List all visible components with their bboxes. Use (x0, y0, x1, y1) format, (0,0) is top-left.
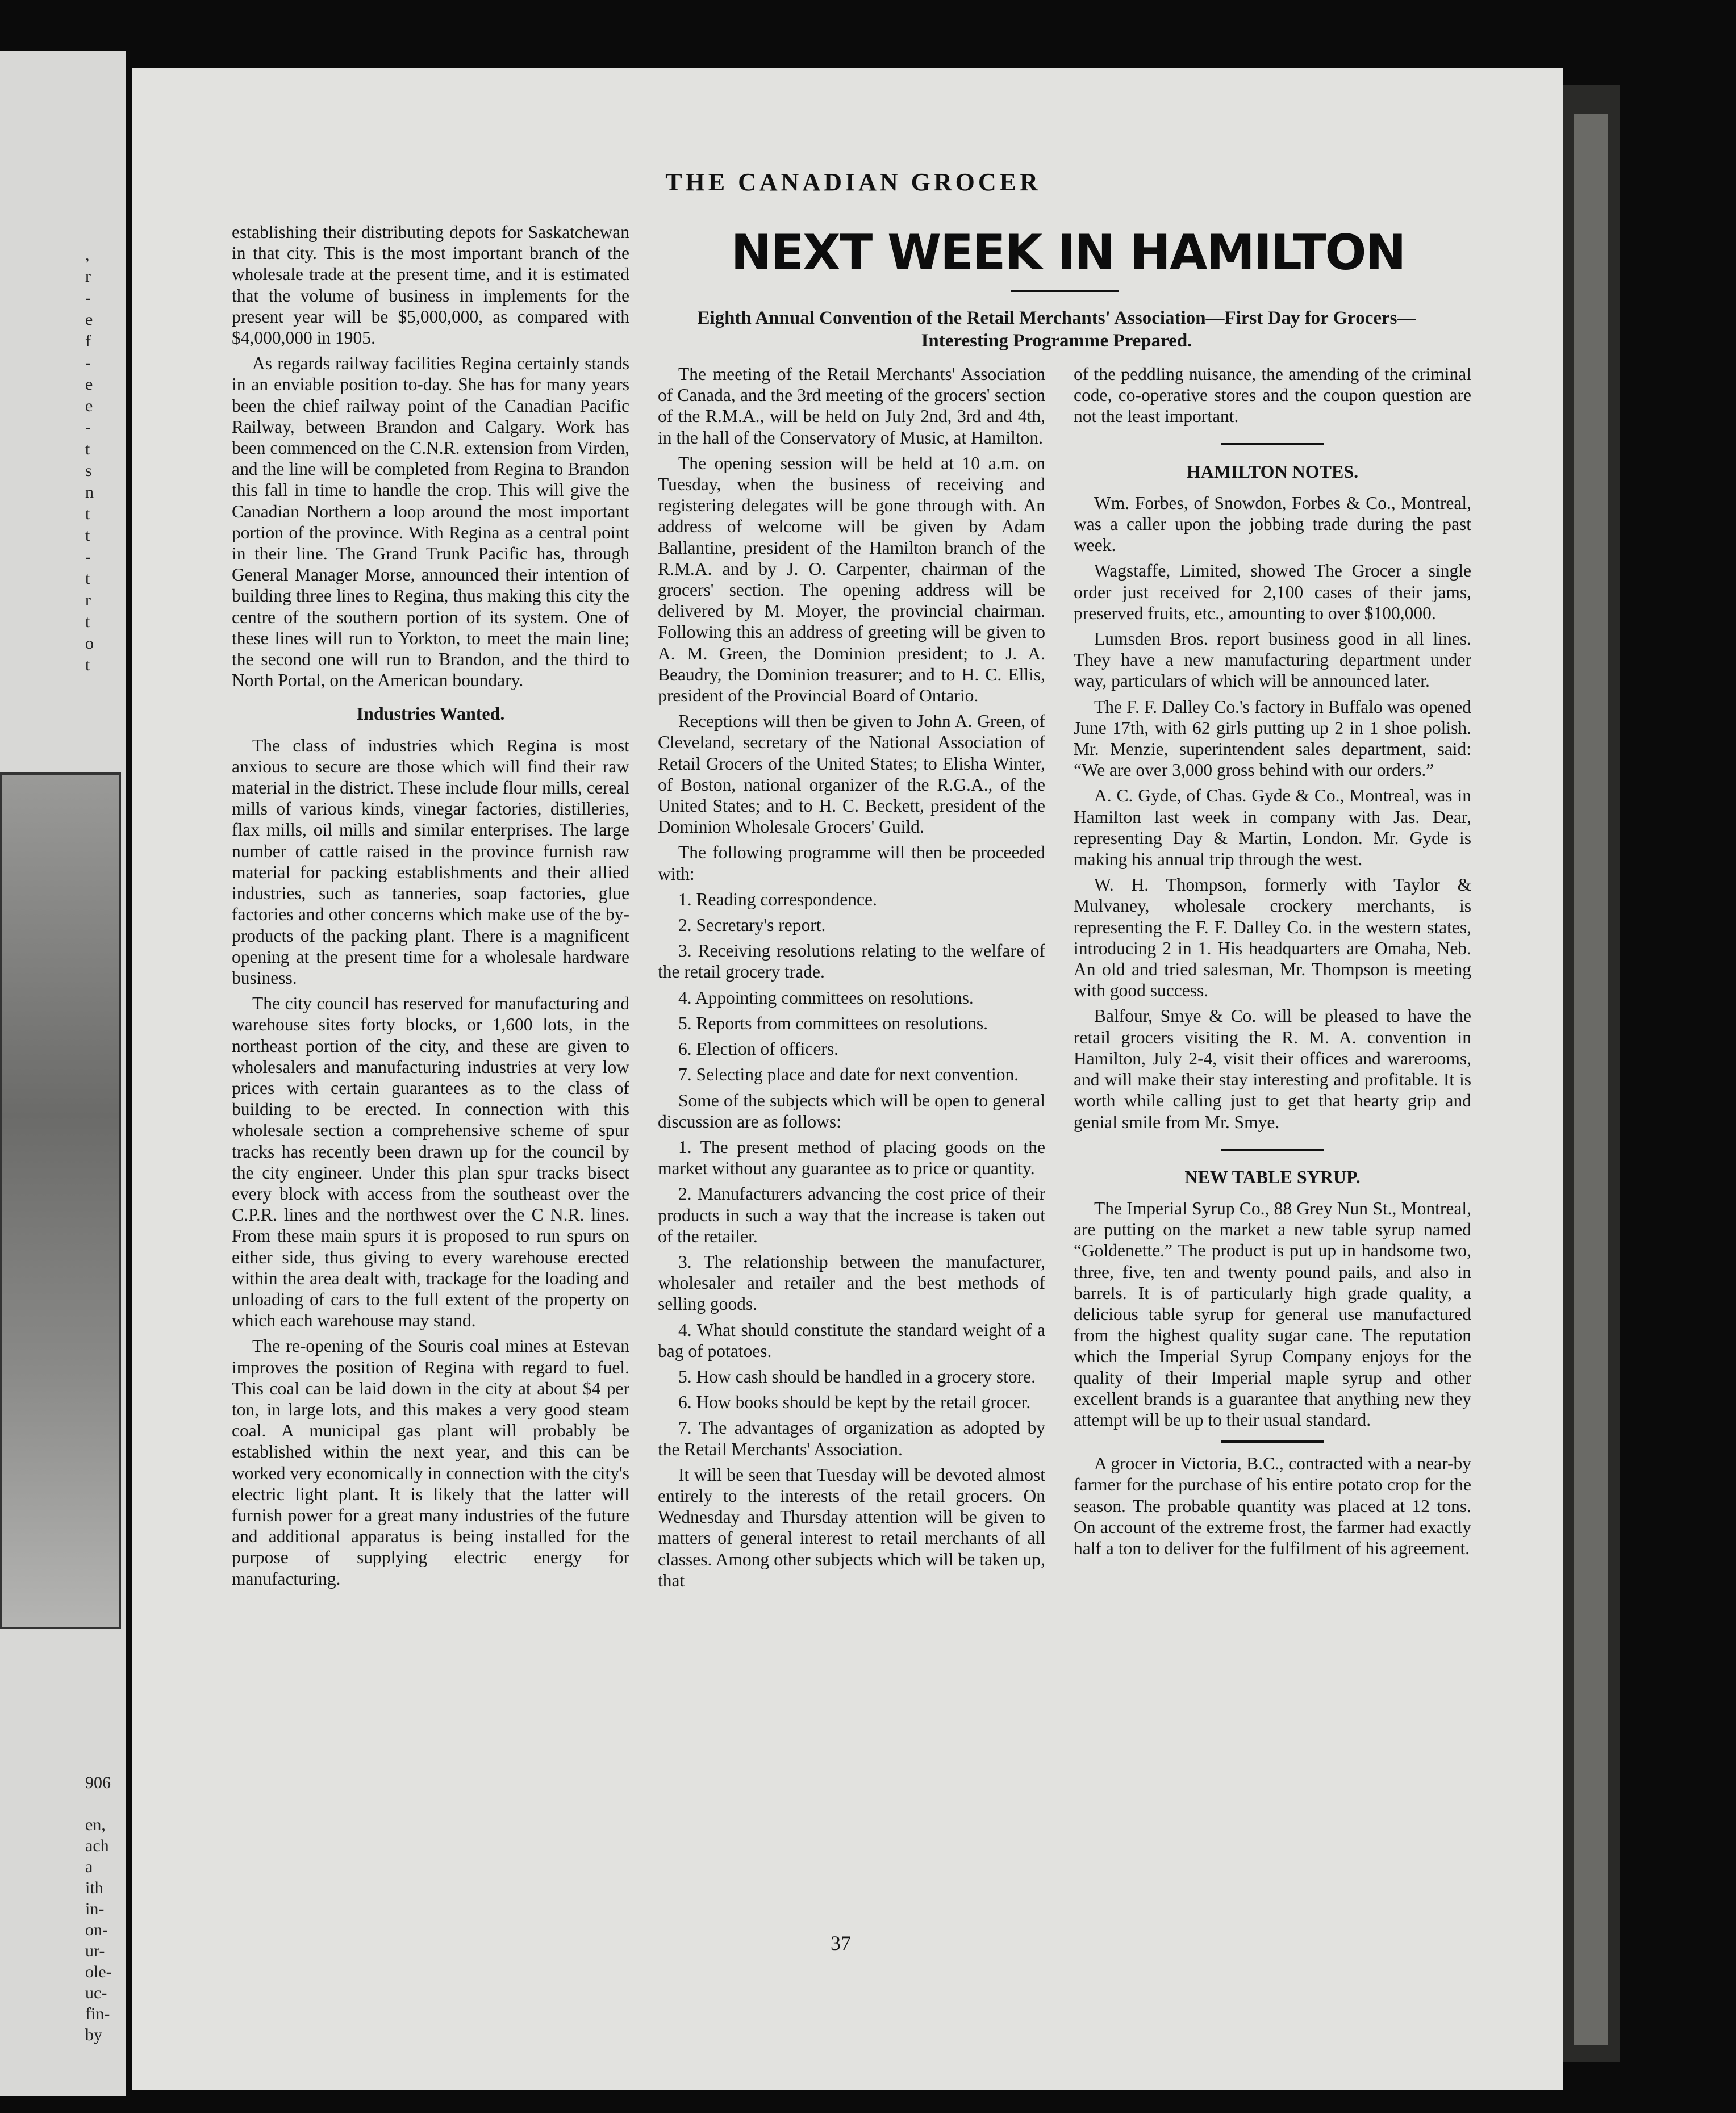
column-convention (658, 364, 1045, 1591)
previous-page-fragments-bottom (85, 1772, 112, 2045)
fragment: e (85, 375, 93, 394)
fragment: ole- (85, 1962, 112, 1981)
fragment: on- (85, 1920, 108, 1939)
column-hamilton-notes (1074, 364, 1471, 1559)
fragment: en, (85, 1815, 106, 1834)
paragraph: 5. Reports from committees on resolutions. (678, 1013, 988, 1033)
fragment: o (85, 634, 94, 653)
fragment: , (85, 245, 90, 264)
paragraph: establishing their distributing depots for Saskatchewan in that city. This is the most important branch of the wholesale trade at the present time, and it is estimated that the volume of business in implements for the present year will be $5,000,000, as compared with $4,000,000 in 1905. (232, 222, 629, 348)
fragment: t (85, 440, 90, 458)
paragraph: The opening session will be held at 10 a.m. on Tuesday, when the business of receiving and registering delegates will be gone through with. An address of welcome will be given by Adam Ballantine, president of the Hamilton branch of the R.M.A. and by J. O. Carpenter, chairman of the grocers' section. The opening address will be delivered by M. Moyer, the provincial chairman. Following this an address of greeting will be given to A. M. Green, the Dominion president; to J. A. Beaudry, the Dominion treasurer; and to H. C. Ellis, president of the Provincial Board of Ontario. (658, 453, 1045, 706)
hamilton-note: Wagstaffe, Limited, showed The Grocer a single order just received for 2,100 cases of their jams, preserved fruits, etc., amounting to over $100,000. (1074, 561, 1471, 623)
fragment: - (85, 548, 91, 566)
paragraph: of the peddling nuisance, the amending of the criminal code, co-operative stores and the coupon question are not the least important. (1074, 364, 1471, 427)
subhead-new-table-syrup: NEW TABLE SYRUP. (1184, 1166, 1361, 1187)
fragment: in- (85, 1899, 105, 1918)
paragraph: A grocer in Victoria, B.C., contracted with a near-by farmer for the purchase of his entire potato crop for the season. The probable quantity was placed at 12 tons. On account of the extreme frost, the farmer had exactly half a ton to deliver for the fulfilment of his agreement. (1074, 1454, 1471, 1558)
page-binding-edge-inner (1574, 114, 1608, 2045)
hamilton-notes-list (1074, 492, 1471, 1133)
fragment: t (85, 655, 90, 674)
paragraph: It will be seen that Tuesday will be devoted almost entirely to the interests of the retail grocers. On Wednesday and Thursday attention will be given to matters of general interest to retail merchants of all classes. Among other subjects which will be taken up, that (658, 1464, 1045, 1590)
paragraph: 2. Secretary's report. (678, 915, 826, 936)
paragraph: 7. The advantages of organization as adopted by the Retail Merchants' Association. (658, 1418, 1045, 1459)
paragraph: 4. What should constitute the standard weight of a bag of potatoes. (658, 1319, 1045, 1361)
paragraph: 6. Election of officers. (678, 1039, 838, 1059)
fragment: t (85, 569, 90, 588)
headline-rule (1011, 290, 1119, 292)
fragment: ach (85, 1836, 109, 1855)
article-headline: NEXT WEEK IN HAMILTON (731, 224, 1405, 281)
hamilton-note: Lumsden Bros. report business good in all lines. They have a new manufacturing department under way, particulars of which will be announced later. (1074, 629, 1471, 691)
fragment: fin- (85, 2005, 110, 2023)
paragraph: The meeting of the Retail Merchants' Association of Canada, and the 3rd meeting of the grocers' section of the R.M.A., will be held on July 2nd, 3rd and 4th, in the hall of the Conservatory of Music, at Hamilton. (658, 364, 1045, 448)
fragment: uc- (85, 1983, 107, 2002)
fragment: t (85, 612, 90, 631)
hamilton-note: Balfour, Smye & Co. will be pleased to have the retail grocers visiting the R. M. A. convention in Hamilton, July 2-4, visit their offices and warerooms, and will make their stay interesting and profitable. It is worth while calling just to get that hearty grip and genial smile from Mr. Smye. (1074, 1006, 1471, 1132)
page-number: 37 (831, 1932, 851, 1955)
hamilton-note: Wm. Forbes, of Snowdon, Forbes & Co., Montreal, was a caller upon the jobbing trade during the past week. (1074, 492, 1471, 556)
paragraph: 3. Receiving resolutions relating to the welfare of the retail grocery trade. (658, 941, 1045, 982)
fragment: ur- (85, 1941, 105, 1960)
section-rule (1221, 443, 1324, 445)
fragment: a (85, 1857, 93, 1876)
fragment: r (85, 591, 91, 609)
subhead-hamilton-notes: HAMILTON NOTES. (1186, 461, 1359, 482)
fragment: - (85, 353, 91, 372)
hamilton-note: A. C. Gyde, of Chas. Gyde & Co., Montreal, was in Hamilton last week in company with Jas. Dear, representing Day & Martin, London. Mr. Gyde is making his annual trip through the west. (1074, 786, 1471, 870)
paragraph: 1. The present method of placing goods on the market without any guarantee as to price or quantity. (658, 1137, 1045, 1179)
subhead-industries-wanted: Industries Wanted. (356, 703, 505, 724)
hamilton-note: W. H. Thompson, formerly with Taylor & Mulvaney, wholesale crockery merchants, is representing the F. F. Dalley Co. in the western states, introducing 2 in 1. His headquarters are Omaha, Neb. An old and tried salesman, Mr. Thompson is meeting with good success. (1074, 875, 1471, 1001)
paragraph: Some of the subjects which will be open to general discussion are as follows: (658, 1090, 1045, 1131)
fragment (85, 1793, 112, 1814)
previous-page-edge (0, 51, 126, 2096)
paragraph: The following programme will then be proceeded with: (658, 842, 1045, 884)
paragraph: The city council has reserved for manufacturing and warehouse sites forty blocks, or 1,600 lots, in the northeast portion of the city, and these are given to wholesalers and manufacturing industries at very low prices with certain guarantees as to the class of building to be erected. In connection with this wholesale section a comprehensive scheme of spur tracks has recently been drawn up for the council by the city engineer. Under this plan spur tracks bisect every block with access from the southeast over the C.P.R. lines and the northwest over the C N.R. lines. From these main spurs it is proposed to run spurs on either side, thus giving to every warehouse erected within the area dealt with, trackage for the loading and unloading of cars to the full extent of the property on which each warehouse may stand. (232, 993, 629, 1331)
previous-page-photo (0, 772, 121, 1629)
paragraph: 5. How cash should be handled in a grocery store. (678, 1366, 1036, 1387)
fragment: t (85, 526, 90, 545)
previous-page-fragments-top (85, 244, 94, 676)
fragment: - (85, 289, 91, 307)
article-deck: Eighth Annual Convention of the Retail Merchants' Association—First Day for Grocers—Interesting Programme Prepared. (697, 308, 1416, 351)
running-head: THE CANADIAN GROCER (665, 168, 1041, 196)
fragment: f (85, 332, 91, 350)
paragraph: Receptions will then be given to John A. Green, of Cleveland, secretary of the National Association of Retail Grocers of the United States; to Elisha Winter, of Boston, national organizer of the R.G.A., of the United States; and to H. C. Beckett, president of the Dominion Wholesale Grocers' Guild. (658, 711, 1045, 837)
paragraph: 7. Selecting place and date for next convention. (678, 1064, 1019, 1085)
fragment: e (85, 310, 93, 329)
fragment: e (85, 396, 93, 415)
paragraph: The class of industries which Regina is most anxious to secure are those which will find their raw material in the district. These include flour mills, cereal mills of various kinds, vinegar factories, distilleries, flax mills, oil mills and similar enterprises. The large number of cattle raised in the province furnish raw material for packing establishments and their allied industries, such as tanneries, soap factories, glue factories and other concerns which make use of the by-products of the packing plant. There is a magnificent opening at the present time for a wholesale hardware business. (232, 735, 629, 988)
column-regina (232, 222, 629, 1589)
fragment: t (85, 504, 90, 523)
paragraph: 1. Reading correspondence. (678, 889, 877, 909)
fragment: - (85, 418, 91, 437)
paragraph: 3. The relationship between the manufacturer, wholesaler and retailer and the best methods of selling goods. (658, 1251, 1045, 1314)
paragraph: 6. How books should be kept by the retail grocer. (678, 1392, 1031, 1413)
fragment: by (85, 2026, 102, 2044)
fragment: r (85, 267, 91, 286)
paragraph: 2. Manufacturers advancing the cost price of their products in such a way that the increase is taken out of the retailer. (658, 1184, 1045, 1246)
fragment: 906 (85, 1773, 111, 1792)
paragraph: 4. Appointing committees on resolutions. (678, 987, 974, 1008)
paragraph: The Imperial Syrup Co., 88 Grey Nun St., Montreal, are putting on the market a new table syrup named “Goldenette.” The product is put up in handsome two, three, five, ten and twenty pound pails, and also in barrels. It is of particularly high grade quality, a delicious table syrup for general use manufactured from the highest quality sugar cane. The reputation which the Imperial Syrup Company enjoys for the quality of their Imperial maple syrup and other excellent brands is a guarantee that anything new they attempt will be up to their usual standard. (1074, 1198, 1471, 1430)
hamilton-note: The F. F. Dalley Co.'s factory in Buffalo was opened June 17th, with 62 girls putting up 2 in 1 shoe polish. Mr. Menzie, superintendent sales department, said: “We are over 3,000 gross behind with our orders.” (1074, 696, 1471, 780)
fragment: s (85, 461, 92, 480)
section-rule (1221, 1440, 1324, 1443)
section-rule (1221, 1149, 1324, 1151)
fragment: n (85, 483, 94, 502)
paragraph: The re-opening of the Souris coal mines at Estevan improves the position of Regina with regard to fuel. This coal can be laid down in the city at about $4 per ton, in large lots, and this makes a very good steam coal. A municipal gas plant will probably be established within the next year, and this can be worked very economically in connection with the city's electric light plant. It is likely that the latter will furnish power for a great many industries of the future and additional apparatus is being installed for the purpose of supplying electric energy for manufacturing. (232, 1336, 629, 1589)
fragment: ith (85, 1878, 103, 1897)
paragraph: As regards railway facilities Regina certainly stands in an enviable position to-day. She has for many years been the chief railway point of the Canadian Pacific Railway, between Brandon and Calgary. Work has been commenced on the C.N.R. extension from Virden, and the line will be completed from Regina to Brandon this fall in time to handle the crop. This will give the Canadian Northern a loop around the most important portion of the province. With Regina as a central point in their line. The Grand Trunk Pacific has, through General Manager Morse, announced their intention of building three lines to Regina, thus making this city the centre of the southern portion of its system. One of these lines will run to Yorkton, to meet the main line; the second one will run to Brandon, and the third to North Portal, on the American boundary. (232, 353, 629, 691)
